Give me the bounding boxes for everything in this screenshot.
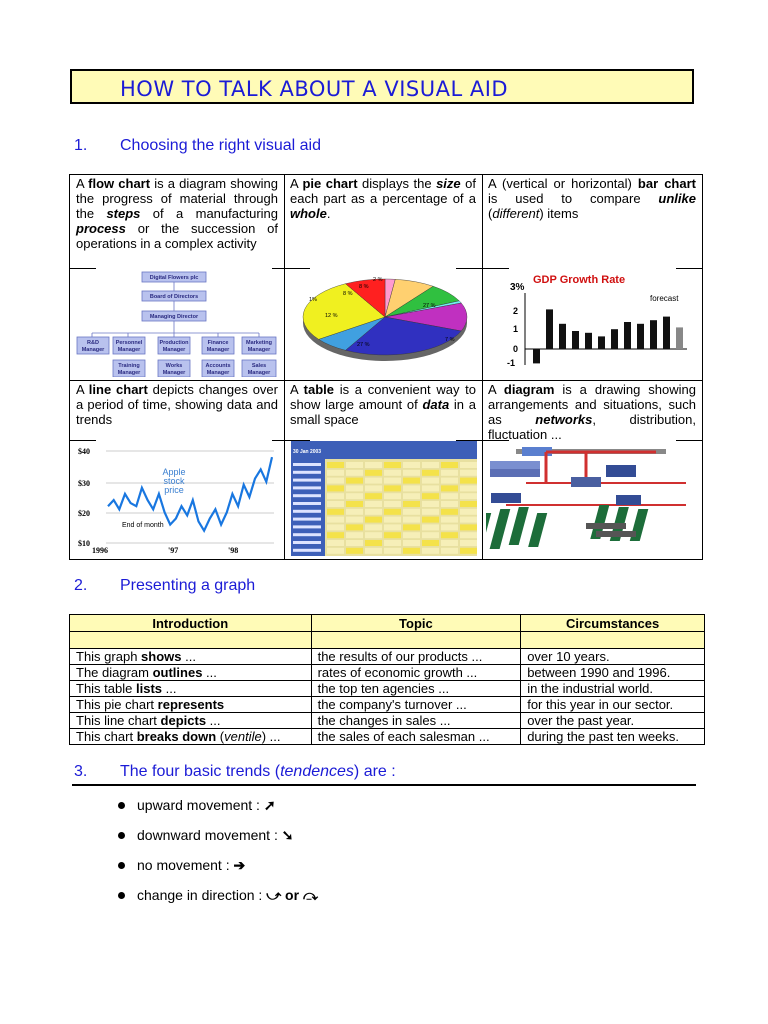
org-box-label: Personnel [115,340,143,346]
stock-table-image [291,441,477,556]
diagram-description: A diagram is a drawing showing arrangements and situations, such as networks, distribution, fluctuation ... [488,382,696,442]
org-box-label: Manager [81,347,105,353]
table-row: This graph shows ... the results of our products ... over 10 years. [70,649,705,665]
pie-label: 7 % [445,337,455,343]
svg-text:3%: 3% [510,282,525,293]
title-box [70,69,694,104]
apple-line-chart-image [78,443,276,555]
org-box-label: Manager [117,370,141,376]
org-box-label: R&D [87,340,99,346]
gdp-bar [637,324,644,349]
org-box-label: Marketing [246,340,272,346]
col-introduction: Introduction [70,615,312,632]
pie-label: 2 % [373,277,383,283]
trend-arrow-icon: ⤻ or ⤼ [266,887,318,903]
gdp-tick-label: 0 [513,344,519,354]
section-3-heading: 3. The four basic trends (tendences) are : [74,763,396,780]
gdp-bar [676,327,683,349]
table-description: A table is a convenient way to show large amount of data in a small space [290,382,477,427]
gdp-title: GDP Growth Rate [533,274,626,286]
org-box-label: Manager [162,370,186,376]
bar-chart-description: A (vertical or horizontal) bar chart is used to compare unlike (different) items [488,176,696,221]
section-1-heading: 1. Choosing the right visual aid [74,137,322,154]
table-row: The diagram outlines ... rates of economic growth ... between 1990 and 1996. [70,665,705,681]
org-box-label: Manager [247,370,271,376]
trend-arrow-icon: ➔ [233,857,246,873]
pie-label: 27 % [357,342,370,348]
page-title: HOW TO TALK ABOUT A VISUAL AID [120,77,509,101]
pie-chart-description: A pie chart displays the size of each part as a percentage of a whole. [290,176,476,221]
computer-diagram-image [486,443,700,556]
org-top: Digital Flowers plc [149,275,199,281]
pie-chart-image [295,271,475,363]
visual-aid-grid [69,174,703,560]
pie-label: 8 % [359,284,369,290]
pie-label: 27 % [423,303,436,309]
bullet-icon [118,802,125,809]
gdp-bar [533,349,540,363]
gdp-bar [663,317,670,349]
gdp-bar [572,331,579,349]
section-2-heading: 2. Presenting a graph [74,577,256,594]
svg-text:forecast: forecast [650,294,679,303]
gdp-bar [650,320,657,349]
bullet-icon [118,892,125,899]
table-row: This pie chart represents the company's turnover ... for this year in our sector. [70,697,705,713]
apple-y-tick: $40 [78,447,90,456]
trend-arrow-icon: ➚ [263,797,276,813]
trend-arrow-icon: ➘ [281,827,294,843]
svg-text:End of month: End of month [122,522,164,529]
org-box-label: Manager [206,370,230,376]
org-box-label: Manager [162,347,186,353]
table-row: This chart breaks down (ventile) ... the sales of each salesman ... during the past ten weeks. [70,729,705,745]
apple-x-tick: '98 [228,546,239,555]
gdp-bar [585,333,592,349]
table-row: This line chart depicts ... the changes in sales ... over the past year. [70,713,705,729]
gdp-tick-label: 1 [513,324,519,334]
gdp-bar [546,309,553,349]
org-box-label: Training [118,363,140,369]
pie-label: 12 % [325,313,338,319]
gdp-bar [624,322,631,349]
org-box-label: Manager [247,347,271,353]
org-box-label: Sales [251,363,267,369]
svg-text:30 Jan 2003: 30 Jan 2003 [293,449,322,455]
trend-item: downward movement : ➘ [118,827,293,844]
org-board: Board of Directors [149,294,199,300]
pie-label: 8 % [343,291,353,297]
org-box-label: Manager [117,347,141,353]
apple-y-tick: $30 [78,479,90,488]
svg-text:stock: stock [163,476,185,486]
gdp-tick-label: -1 [507,358,516,368]
apple-x-tick: 1996 [92,546,108,555]
apple-y-tick: $10 [78,539,90,548]
col-topic: Topic [311,615,521,632]
trend-item: no movement : ➔ [118,857,245,874]
apple-y-tick: $20 [78,509,90,518]
presenting-graph-table [69,614,705,745]
org-md: Managing Director [149,314,199,320]
section-3-rule [72,784,696,786]
gdp-bar-chart-image [495,271,695,371]
col-circumstances: Circumstances [521,615,705,632]
org-chart-image [74,269,280,377]
org-box-label: Accounts [205,363,231,369]
trend-item: upward movement : ➚ [118,797,276,814]
line-chart-description: A line chart depicts changes over a period of time, showing data and trends [76,382,278,427]
gdp-bar [598,336,605,349]
org-box-label: Manager [206,347,230,353]
bullet-icon [118,862,125,869]
org-box-label: Production [159,340,189,346]
svg-text:Apple: Apple [162,467,186,477]
org-box-label: Finance [207,340,229,346]
gdp-tick-label: 2 [513,306,519,316]
pie-label: 1% [309,297,317,303]
trend-item: change in direction : ⤻ or ⤼ [118,887,318,904]
gdp-bar [559,324,566,349]
flow-chart-description: A flow chart is a diagram showing the progress of material through the steps of a manufacturing process or the succession of operations in a complex activity [76,176,278,251]
org-box-label: Works [165,363,183,369]
svg-text:price: price [164,485,184,495]
gdp-bar [611,329,618,349]
bullet-icon [118,832,125,839]
table-row: This table lists ... the top ten agencies ... in the industrial world. [70,681,705,697]
apple-x-tick: '97 [168,546,179,555]
